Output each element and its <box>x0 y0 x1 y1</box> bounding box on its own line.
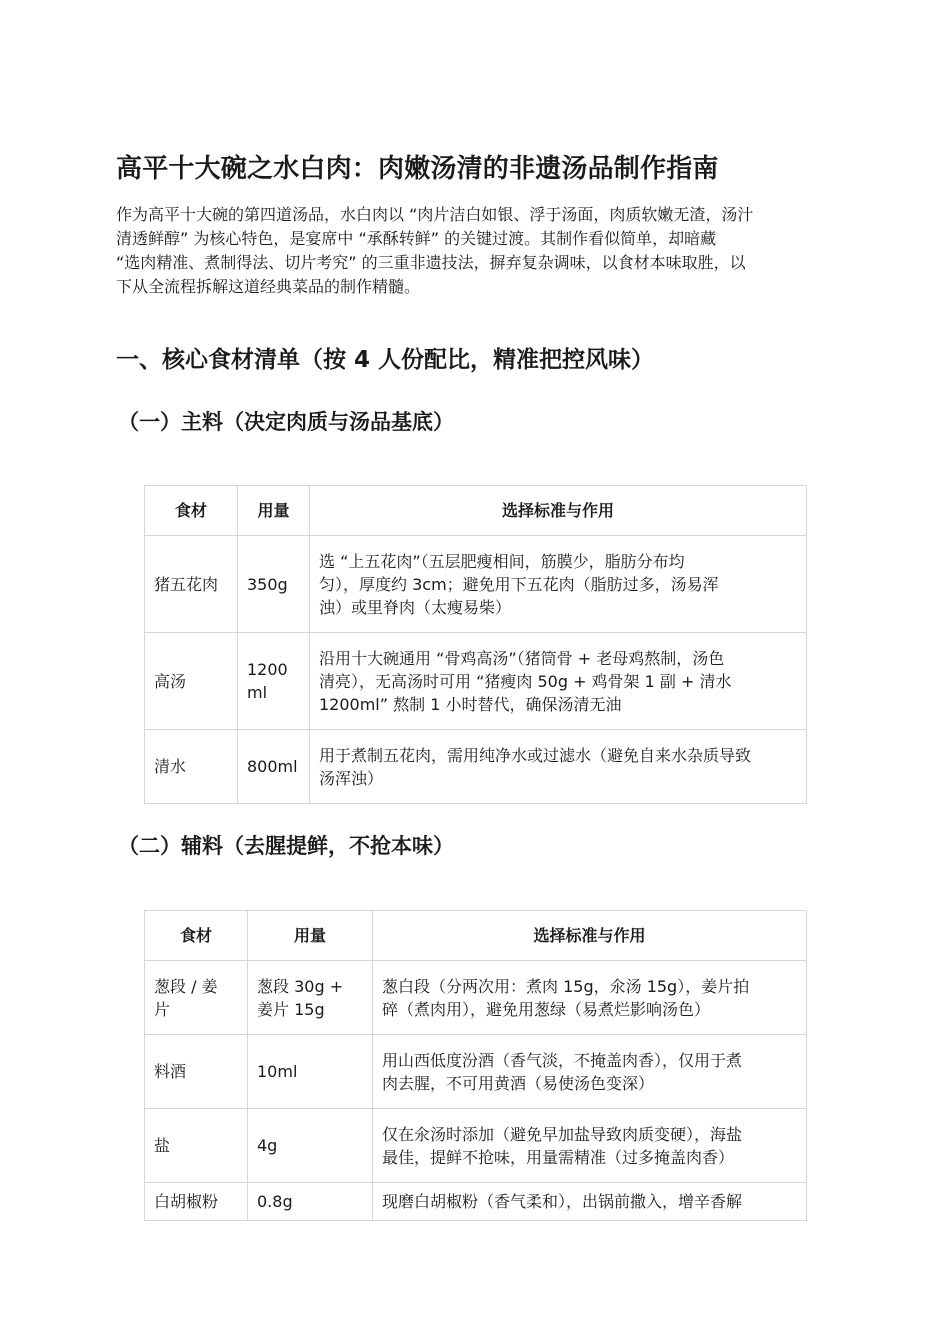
header-ingredient: 食材 <box>145 486 238 536</box>
intro-line: 清透鲜醇” 为核心特色，是宴席中 “承酥转鲜” 的关键过渡。其制作看似简单，却暗藏 <box>116 229 717 248</box>
table-row <box>145 730 807 804</box>
cell-criteria <box>373 1035 807 1109</box>
intro-line: “选肉精准、煮制得法、切片考究” 的三重非遗技法，摒弃复杂调味，以食材本味取胜，以 <box>116 253 746 272</box>
cell-ingredient <box>145 961 248 1035</box>
cell-text: 料酒 <box>154 1062 187 1081</box>
aux-ingredients-table <box>144 910 807 1221</box>
cell-text: 姜片 15g <box>257 999 325 1019</box>
cell-criteria <box>373 1109 807 1183</box>
cell-criteria <box>310 730 807 804</box>
header-criteria: 选择标准与作用 <box>310 486 807 536</box>
cell-amount <box>238 633 310 730</box>
cell-text: 用于煮制五花肉，需用纯净水或过滤水（避免自来水杂质导致 <box>319 745 752 765</box>
table-row <box>145 1035 807 1109</box>
cell-amount <box>248 1183 373 1221</box>
cell-criteria <box>373 961 807 1035</box>
cell-text: 盐 <box>154 1136 171 1155</box>
cell-text: 现磨白胡椒粉（香气柔和），出锅前撒入，增辛香解 <box>382 1192 743 1211</box>
cell-text: 最佳，提鲜不抢味，用量需精准（过多掩盖肉香） <box>382 1147 735 1167</box>
cell-text: 白胡椒粉 <box>154 1192 219 1211</box>
cell-text: ml <box>247 683 268 702</box>
table-row <box>145 1183 807 1221</box>
cell-amount <box>248 1109 373 1183</box>
cell-text: 选 “上五花肉”（五层肥瘦相间，筋膜少，脂肪分布均 <box>319 551 685 571</box>
table-row <box>145 1109 807 1183</box>
cell-ingredient <box>145 1183 248 1221</box>
cell-ingredient <box>145 1035 248 1109</box>
cell-text: 10ml <box>257 1062 298 1081</box>
cell-text: 葱段 / 姜 <box>154 976 218 996</box>
cell-criteria <box>310 633 807 730</box>
cell-amount <box>248 961 373 1035</box>
table-row <box>145 633 807 730</box>
cell-text: 仅在氽汤时添加（避免早加盐导致肉质变硬），海盐 <box>382 1124 743 1144</box>
cell-amount <box>238 536 310 633</box>
cell-text: 0.8g <box>257 1192 293 1211</box>
table-row <box>145 536 807 633</box>
cell-text: 1200 <box>247 660 288 679</box>
cell-criteria <box>310 536 807 633</box>
header-criteria: 选择标准与作用 <box>373 911 807 961</box>
cell-text: 片 <box>154 999 171 1019</box>
intro-line: 下从全流程拆解这道经典菜品的制作精髓。 <box>116 277 421 296</box>
page-title: 高平十大碗之水白肉：肉嫩汤清的非遗汤品制作指南 <box>116 154 719 184</box>
cell-criteria <box>373 1183 807 1221</box>
cell-text: 4g <box>257 1136 278 1155</box>
cell-text: 高汤 <box>154 671 187 691</box>
cell-text: 猪五花肉 <box>154 574 219 594</box>
cell-text: 350g <box>247 574 288 594</box>
cell-ingredient <box>145 633 238 730</box>
cell-text: 葱段 30g + <box>257 976 344 996</box>
subsection-heading-aux: （二）辅料（去腥提鲜，不抢本味） <box>118 834 454 858</box>
cell-ingredient <box>145 1109 248 1183</box>
cell-text: 碎（煮肉用），避免用葱绿（易煮烂影响汤色） <box>382 999 711 1019</box>
cell-text: 沿用十大碗通用 “骨鸡高汤”（猪筒骨 + 老母鸡熬制，汤色 <box>319 648 725 668</box>
header-ingredient: 食材 <box>145 911 248 961</box>
header-amount: 用量 <box>238 486 310 536</box>
cell-text: 肉去腥，不可用黄酒（易使汤色变深） <box>382 1073 655 1093</box>
main-ingredients-table <box>144 485 807 804</box>
cell-text: 800ml <box>247 757 298 776</box>
cell-text: 葱白段（分两次用：煮肉 15g，氽汤 15g），姜片拍 <box>382 976 750 996</box>
header-amount: 用量 <box>248 911 373 961</box>
cell-text: 匀），厚度约 3cm；避免用下五花肉（脂肪过多，汤易浑 <box>319 574 719 594</box>
subsection-heading-main: （一）主料（决定肉质与汤品基底） <box>118 410 454 434</box>
cell-amount <box>238 730 310 804</box>
table-row <box>145 961 807 1035</box>
cell-text: 用山西低度汾酒（香气淡，不掩盖肉香），仅用于煮 <box>382 1050 743 1070</box>
intro-paragraph <box>116 203 836 299</box>
cell-text: 清亮），无高汤时可用 “猪瘦肉 50g + 鸡骨架 1 副 + 清水 <box>319 671 732 691</box>
table-header-row <box>145 911 807 961</box>
cell-ingredient <box>145 536 238 633</box>
cell-text: 浊）或里脊肉（太瘦易柴） <box>319 597 512 617</box>
cell-amount <box>248 1035 373 1109</box>
intro-line: 作为高平十大碗的第四道汤品，水白肉以 “肉片洁白如银、浮于汤面，肉质软嫩无渣，汤汁 <box>116 205 754 224</box>
cell-text: 1200ml” 熬制 1 小时替代，确保汤清无油 <box>319 694 622 714</box>
section-heading-ingredients: 一、核心食材清单（按 4 人份配比，精准把控风味） <box>116 347 655 373</box>
cell-text: 清水 <box>154 757 187 776</box>
cell-text: 汤浑浊） <box>319 768 384 788</box>
table-header-row <box>145 486 807 536</box>
cell-ingredient <box>145 730 238 804</box>
